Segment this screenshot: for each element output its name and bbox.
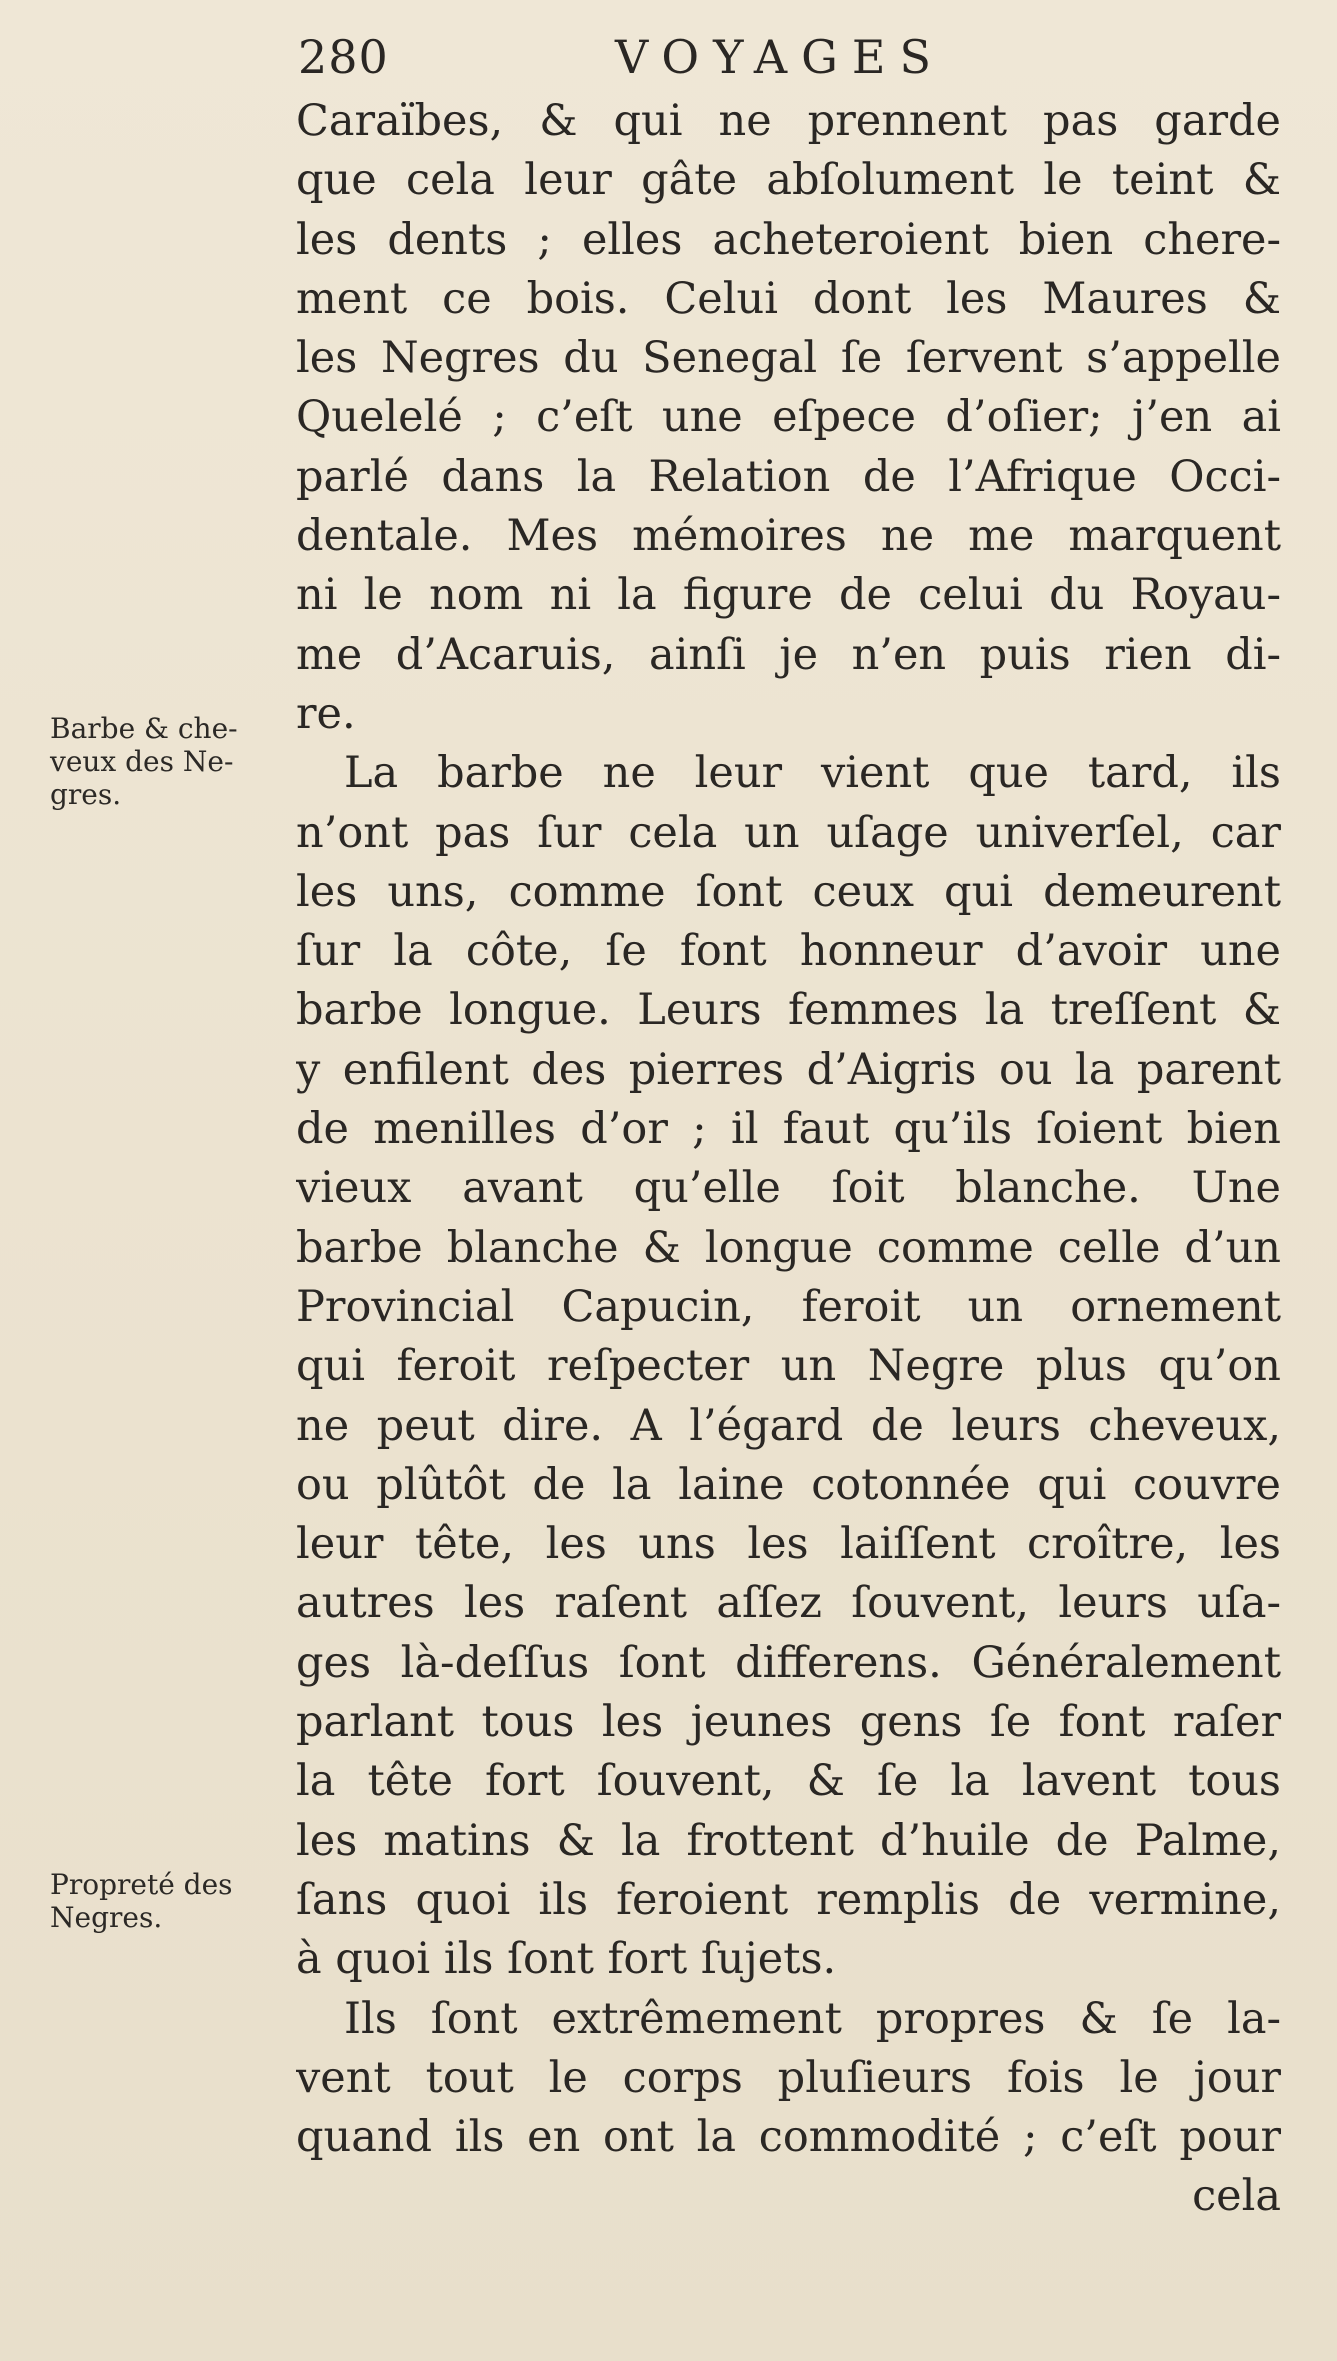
margin-note-line: gres.	[50, 778, 122, 811]
text-line: ges là-deſſus ſont differens. Généralement	[296, 1637, 1281, 1688]
text-line: vieux avant qu’elle ſoit blanche. Une	[296, 1163, 1281, 1214]
text-line: qui feroit reſpecter un Negre plus qu’on	[296, 1341, 1281, 1392]
text-line: ſur la côte, ſe font honneur d’avoir une	[296, 926, 1281, 977]
text-line: autres les raſent aſſez ſouvent, leurs uſa-	[296, 1578, 1281, 1629]
text-line: Caraïbes, & qui ne prennent pas garde	[296, 96, 1281, 146]
text-line: de menilles d’or ; il faut qu’ils ſoient bien	[296, 1104, 1281, 1155]
text-line: parlé dans la Relation de l’Afrique Occi-	[296, 451, 1281, 502]
text-line: n’ont pas ſur cela un uſage univerſel, car	[296, 807, 1281, 858]
paragraph-start-line: Ils ſont extrêmement propres & ſe la-	[344, 1993, 1281, 2044]
text-line: que cela leur gâte abſolument le teint &	[296, 155, 1281, 206]
margin-note-cleanliness	[50, 1868, 233, 1934]
text-line: les matins & la frottent d’huile de Palme,	[296, 1815, 1281, 1866]
page-number: 280	[298, 30, 389, 84]
margin-note-line: Negres.	[50, 1901, 163, 1934]
paragraph-start-line: La barbe ne leur vient que tard, ils	[344, 748, 1281, 799]
text-line: à quoi ils ſont fort ſujets.	[296, 1934, 837, 1985]
margin-note-line: veux des Ne-	[50, 745, 234, 778]
text-line: parlant tous les jeunes gens ſe font raſer	[296, 1697, 1281, 1748]
text-line: barbe longue. Leurs femmes la treſſent &	[296, 985, 1281, 1036]
text-line: les dents ; elles acheteroient bien chere-	[296, 214, 1281, 265]
body-text	[296, 92, 1281, 2227]
text-line: y enfilent des pierres d’Aigris ou la parent	[296, 1044, 1281, 1095]
margin-note-line: Propreté des	[50, 1868, 233, 1901]
margin-note-line: Barbe & che-	[50, 712, 238, 745]
running-title: VOYAGES	[615, 30, 945, 84]
catchword: cela	[1192, 2171, 1281, 2222]
text-line: me d’Acaruis, ainſi je n’en puis rien di-	[296, 629, 1281, 680]
text-line: Provincial Capucin, feroit un ornement	[296, 1281, 1281, 1332]
text-line: ne peut dire. A l’égard de leurs cheveux,	[296, 1400, 1281, 1451]
text-line: barbe blanche & longue comme celle d’un	[296, 1222, 1281, 1273]
text-line: vent tout le corps pluſieurs fois le jour	[296, 2052, 1281, 2103]
text-line: ni le nom ni la figure de celui du Royau-	[296, 570, 1281, 621]
text-line: les uns, comme ſont ceux qui demeurent	[296, 866, 1281, 917]
text-line: ou plûtôt de la laine cotonnée qui couvre	[296, 1459, 1281, 1510]
text-line: leur tête, les uns les laiſſent croître, les	[296, 1519, 1281, 1570]
page-header	[298, 30, 1018, 90]
text-line: re.	[296, 688, 356, 739]
margin-note-beard-hair	[50, 712, 238, 811]
text-line: les Negres du Senegal ſe ſervent s’appelle	[296, 333, 1281, 384]
text-line: dentale. Mes mémoires ne me marquent	[296, 511, 1281, 562]
text-line: ment ce bois. Celui dont les Maures &	[296, 273, 1281, 324]
text-line: la tête fort ſouvent, & ſe la lavent tous	[296, 1756, 1281, 1807]
text-line: quand ils en ont la commodité ; c’eſt pour	[296, 2112, 1281, 2163]
text-line: Quelelé ; c’eſt une eſpece d’oſier; j’en ai	[296, 392, 1281, 443]
text-line: ſans quoi ils feroient remplis de vermine,	[296, 1874, 1281, 1925]
